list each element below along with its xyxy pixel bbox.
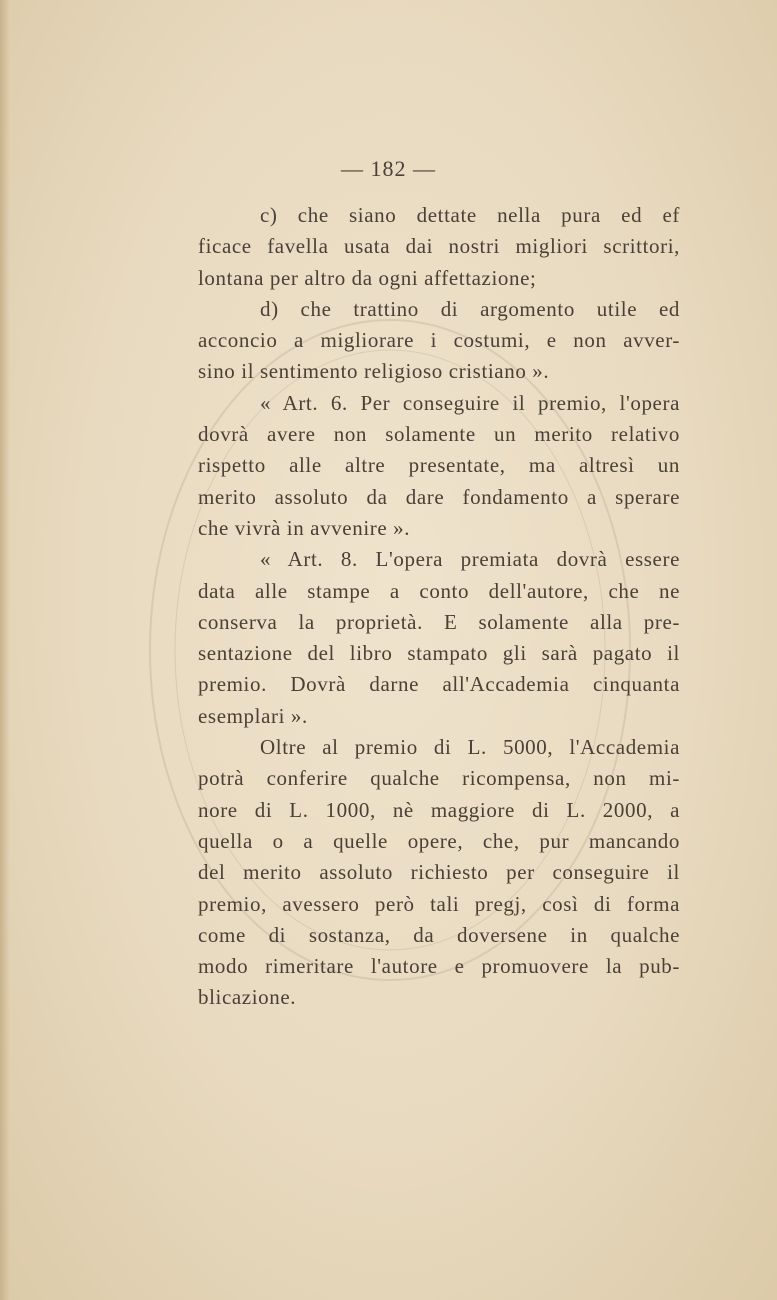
text-line: blicazione. [198, 985, 297, 1010]
text-line: lontana per altro da ogni affettazione; [198, 265, 537, 290]
body-text [198, 200, 680, 1014]
text-line: ficace favella usata dai nostri migliori scrittori, [198, 234, 680, 259]
text-line: come di sostanza, da doversene in qualche [198, 922, 680, 947]
text-line: « Art. 6. Per conseguire il premio, l'opera [260, 390, 680, 415]
text-line: conserva la proprietà. E solamente alla pre- [198, 609, 680, 634]
text-line: acconcio a migliorare i costumi, e non avver- [198, 328, 680, 353]
text-line: premio. Dovrà darne all'Accademia cinquanta [198, 672, 680, 697]
text-line: del merito assoluto richiesto per conseguire il [198, 860, 680, 885]
page-number: — 182 — [341, 156, 436, 181]
text-line: premio, avessero però tali pregj, così di forma [198, 891, 680, 916]
text-line: « Art. 8. L'opera premiata dovrà essere [260, 547, 680, 572]
text-line: Oltre al premio di L. 5000, l'Accademia [260, 735, 680, 760]
text-line: esemplari ». [198, 703, 308, 728]
text-line: rispetto alle altre presentate, ma altresì un [198, 453, 680, 478]
text-line: c) che siano dettate nella pura ed ef [260, 203, 680, 227]
text-line: sentazione del libro stampato gli sarà pagato il [198, 641, 680, 666]
text-line: modo rimeritare l'autore e promuovere la pub- [198, 954, 680, 979]
text-line: potrà conferire qualche ricompensa, non mi- [198, 766, 680, 791]
text-line: d) che trattino di argomento utile ed [260, 296, 680, 321]
text-line: quella o a quelle opere, che, pur mancando [198, 828, 680, 853]
text-line: nore di L. 1000, nè maggiore di L. 2000, a [198, 797, 680, 822]
text-line: sino il sentimento religioso cristiano ». [198, 359, 550, 384]
text-line: data alle stampe a conto dell'autore, che ne [198, 578, 680, 603]
text-line: che vivrà in avvenire ». [198, 515, 411, 540]
page-edge-shadow [0, 0, 10, 1300]
text-line: merito assoluto da dare fondamento a sperare [198, 484, 680, 509]
text-line: dovrà avere non solamente un merito relativo [198, 422, 680, 447]
